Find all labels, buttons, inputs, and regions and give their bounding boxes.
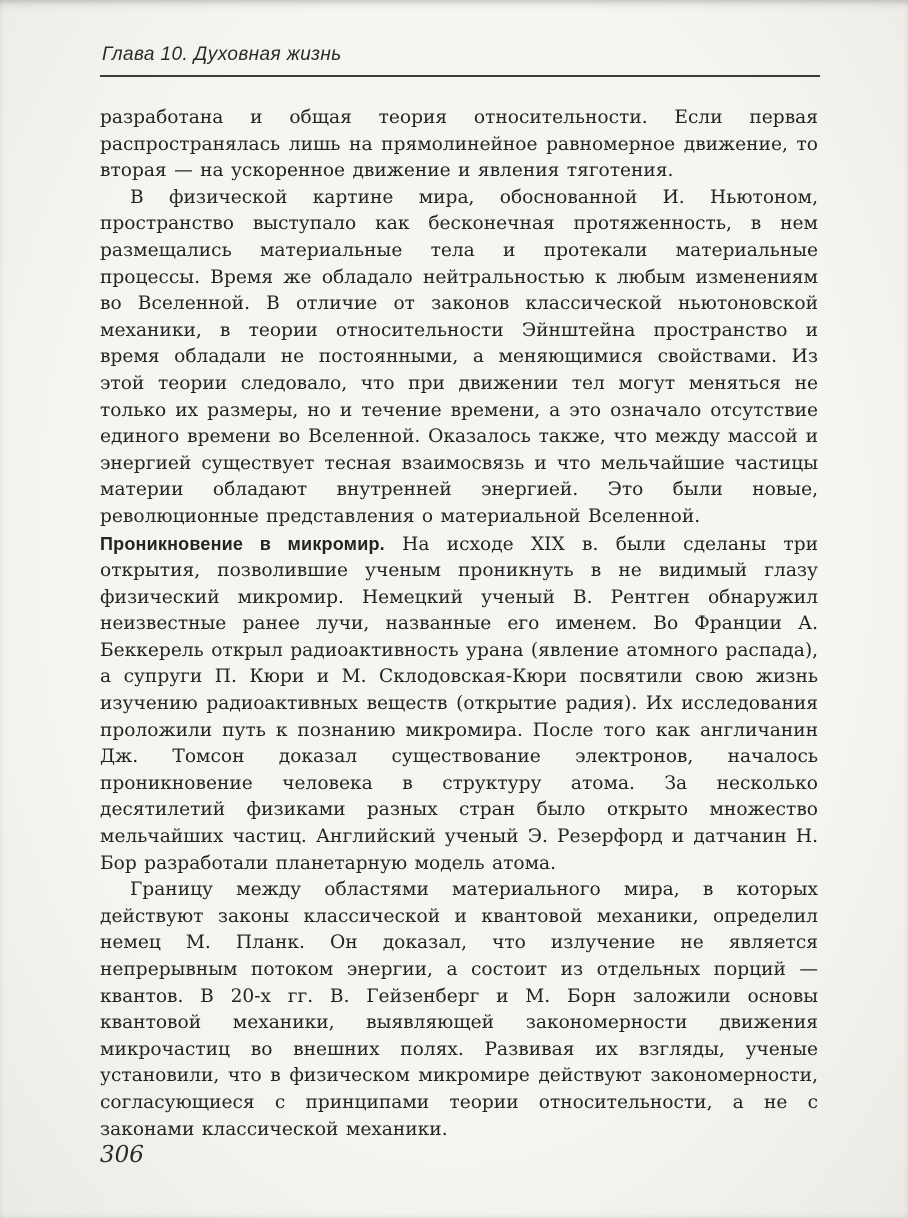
paragraph-continuation: разработана и общая теория относительности. Если первая распространялась лишь на прямолинейное равномерное движение, то вторая — на ускоренное движение и явления тяготения. [100, 107, 818, 182]
paragraph-micromir [100, 531, 818, 878]
header-rule [100, 75, 820, 77]
page-number: 306 [100, 1142, 144, 1168]
paragraph-quantum: Границу между областями материального мира, в которых действуют законы классической и квантовой механики, определил немец М. Планк. Он доказал, что излучение не является непрерывным потоком энергии, а состоит из отдельных порций — квантов. В 20-х гг. В. Гейзенберг и М. Борн заложили основы квантовой механики, выявляющей закономерности движения микрочастиц во внешних полях. Развивая их взгляды, ученые установили, что в физическом микромире действуют закономерности, согласующиеся с принципами теории относительности, а не с законами классической механики. [100, 879, 818, 1140]
section-lead: Проникновение в микромир. [100, 533, 385, 554]
section-lead-text: На исходе XIX в. были сделаны три открытия, позволившие ученым проникнуть в не видимый глазу физический микромир. Немецкий ученый В. Рентген обнаружил неизвестные ранее лучи, названные его именем. Во Франции А. Беккерель открыл радиоактивность урана (явление атомного распада), а супруги П. Кюри и М. Склодовская-Кюри посвятили свою жизнь изучению радиоактивных веществ (открытие радия). Их исследования проложили путь к познанию микромира. После того как англичанин Дж. Томсон доказал существование электронов, началось проникновение человека в структуру атома. За несколько десятилетий физиками разных стран было открыто множество мельчайших частиц. Английский ученый Э. Резерфорд и датчанин Н. Бор разработали планетарную модель атома. [100, 533, 818, 874]
paragraph-newton-einstein: В физической картине мира, обоснованной И. Ньютоном, пространство выступало как бесконечная протяженность, в нем размещались материальные тела и протекали материальные процессы. Время же обладало нейтральностью к любым изменениям во Вселенной. В отличие от законов классической ньютоновской механики, в теории относительности Эйнштейна пространство и время обладали не постоянными, а меняющимися свойствами. Из этой теории следовало, что при движении тел могут меняться не только их размеры, но и течение времени, а это означало отсутствие единого времени во Вселенной. Оказалось также, что между массой и энергией существует тесная взаимосвязь и что мельчайшие частицы материи обладают внутренней энергией. Это были новые, революционные представления о материальной Вселенной. [100, 186, 818, 527]
page-body [100, 105, 818, 1143]
chapter-heading: Глава 10. Духовная жизнь [102, 44, 342, 65]
